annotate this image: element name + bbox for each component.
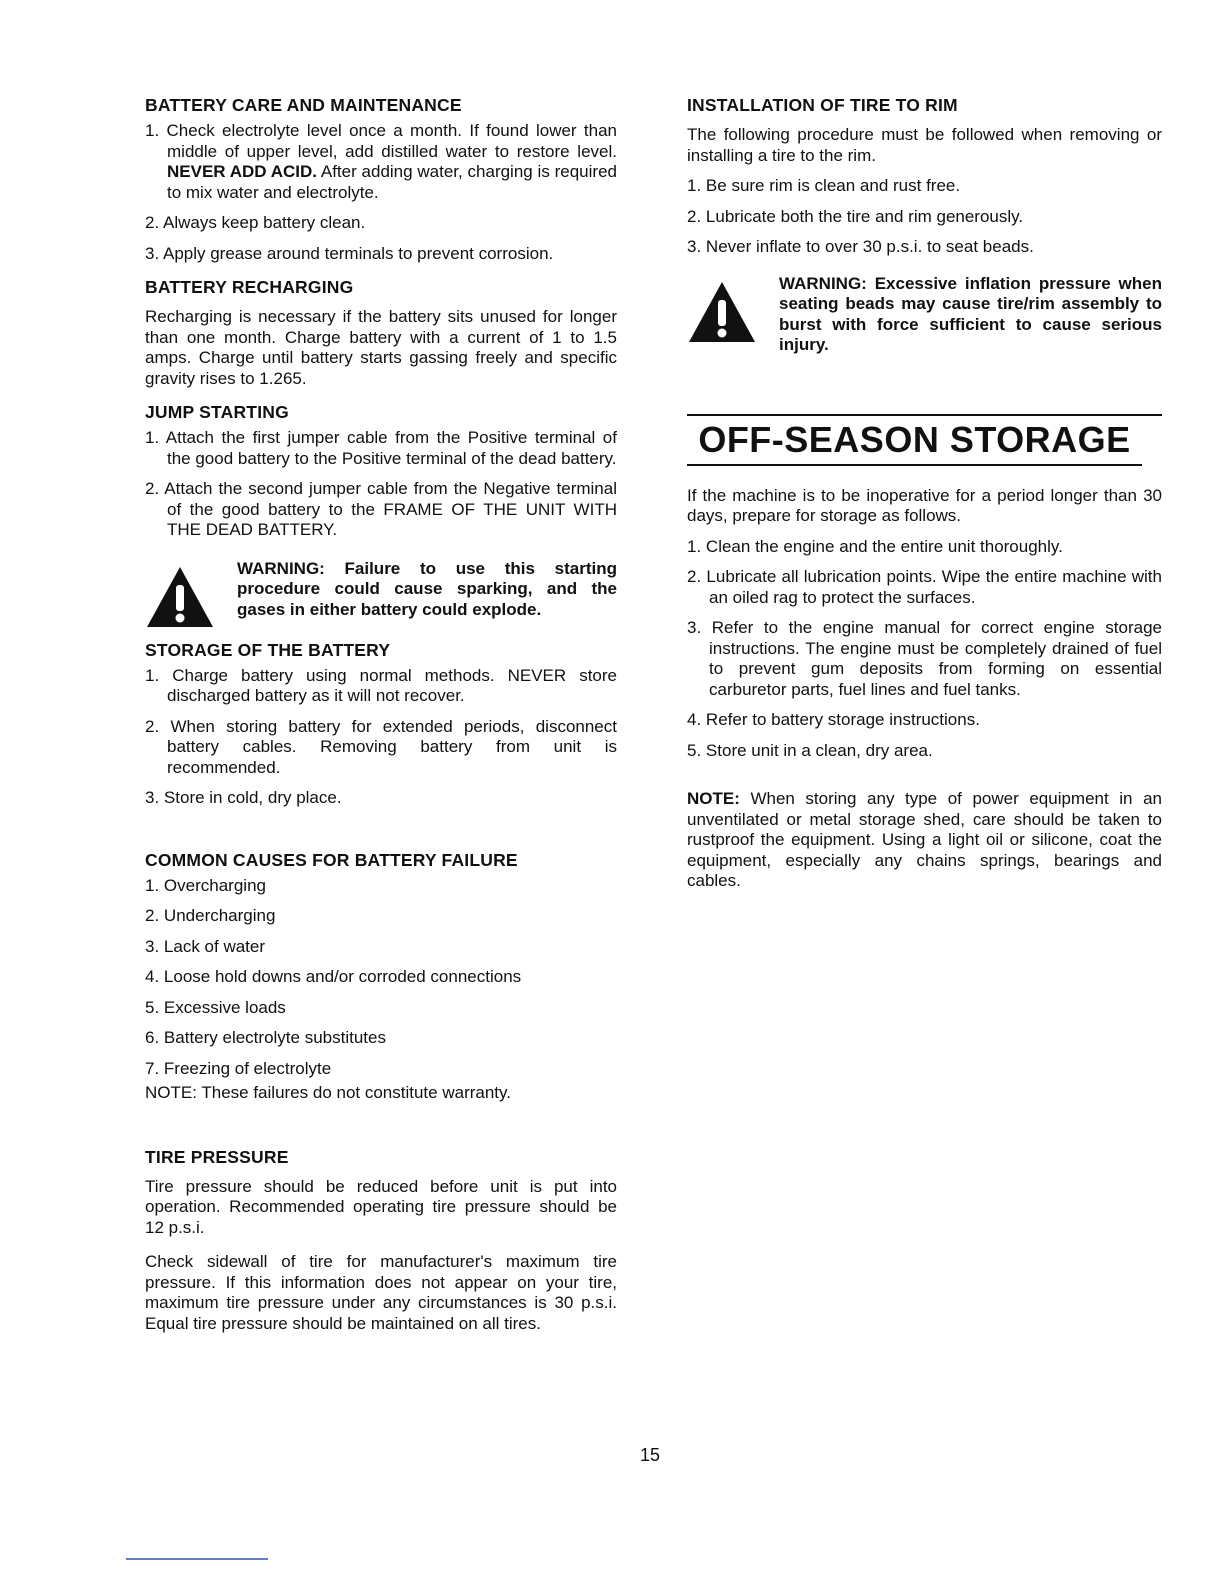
storage-battery-section — [145, 639, 617, 809]
list-item: 3. Never inflate to over 30 p.s.i. to seat beads. — [687, 237, 1034, 256]
warning-triangle-icon — [687, 280, 757, 344]
battery-care-heading: BATTERY CARE AND MAINTENANCE — [145, 95, 462, 115]
tire-pressure-text-2: Check sidewall of tire for manufacturer's maximum tire pressure. If this information does not appear on your tire, maximum tire pressure under any circumstances is 30 p.s.i. Equal tire pressure should be maintained on all tires. — [145, 1252, 617, 1333]
list-item: 3. Store in cold, dry place. — [145, 788, 342, 807]
list-item: 4. Loose hold downs and/or corroded connections — [145, 967, 522, 986]
jump-warning-text: WARNING: Failure to use this starting procedure could cause sparking, and the gases in either battery could explode. — [237, 558, 617, 619]
offseason-section — [687, 414, 1162, 892]
list-item: 1. Charge battery using normal methods. NEVER store discharged battery as it will not recover. — [145, 665, 617, 705]
offseason-intro: If the machine is to be inoperative for a period longer than 30 days, prepare for storage as follows. — [687, 485, 1162, 525]
battery-failure-heading: COMMON CAUSES FOR BATTERY FAILURE — [145, 849, 518, 870]
offseason-title-box — [687, 414, 1162, 466]
list-item: 2. When storing battery for extended periods, disconnect battery cables. Removing battery from unit is recommended. — [145, 716, 617, 777]
installation-intro: The following procedure must be followed when removing or installing a tire to the rim. — [687, 125, 1162, 165]
list-item: 1. Check electrolyte level once a month. If found lower than middle of upper level, add distilled water to restore level. NEVER ADD ACID. After adding water, charging is required to mix water and electrolyte. — [145, 121, 617, 202]
installation-heading: INSTALLATION OF TIRE TO RIM — [687, 95, 958, 115]
list-item: 7. Freezing of electrolyte — [145, 1058, 332, 1078]
left-column — [145, 94, 617, 1344]
offseason-note: NOTE: When storing any type of power equipment in an unventilated or metal storage shed, care should be taken to rustproof the equipment. Using a light oil or silicone, coat the equipment, especially any chains springs, bearings and cables. — [687, 789, 1162, 890]
list-item: 5. Store unit in a clean, dry area. — [687, 740, 933, 760]
inflation-warning — [687, 274, 1162, 356]
warning-triangle-icon — [145, 565, 215, 629]
inflation-warning-text: WARNING: Excessive inflation pressure when seating beads may cause tire/rim assembly to burst with force sufficient to cause serious injury. — [779, 273, 1162, 354]
list-item: 2. Undercharging — [145, 906, 276, 925]
footer-rule — [126, 1558, 268, 1560]
jump-starting-heading: JUMP STARTING — [145, 402, 289, 422]
tire-pressure-heading: TIRE PRESSURE — [145, 1146, 289, 1167]
list-item: 1. Attach the first jumper cable from the Positive terminal of the good battery to the Positive terminal of the dead battery. — [145, 428, 617, 468]
battery-failure-section — [145, 849, 617, 1104]
list-item: 4. Refer to battery storage instructions. — [687, 710, 980, 729]
list-item: 1. Overcharging — [145, 875, 266, 895]
list-item: 3. Refer to the engine manual for correct engine storage instructions. The engine must be completely drained of fuel to prevent gum deposits from forming on essential carburetor parts, fuel lines and fuel tanks. — [687, 618, 1162, 699]
list-item: 5. Excessive loads — [145, 997, 286, 1017]
right-column — [687, 94, 1162, 902]
offseason-title: OFF-SEASON STORAGE — [687, 418, 1142, 466]
jump-warning — [145, 559, 617, 629]
list-item: 3. Lack of water — [145, 936, 266, 956]
page-number: 15 — [640, 1445, 661, 1465]
list-item: 6. Battery electrolyte substitutes — [145, 1028, 386, 1047]
list-item: 2. Attach the second jumper cable from the Negative terminal of the good battery to the FRAME OF THE UNIT WITH THE DEAD BATTERY. — [145, 479, 617, 539]
installation-section — [687, 94, 1162, 356]
list-item: 2. Lubricate both the tire and rim generously. — [687, 206, 1024, 226]
list-item: 2. Always keep battery clean. — [145, 213, 366, 232]
battery-recharging-heading: BATTERY RECHARGING — [145, 277, 354, 297]
storage-battery-heading: STORAGE OF THE BATTERY — [145, 639, 391, 660]
list-item: 2. Lubricate all lubrication points. Wipe the entire machine with an oiled rag to protect the surfaces. — [687, 567, 1162, 607]
tire-pressure-section — [145, 1146, 617, 1335]
failure-note: NOTE: These failures do not constitute warranty. — [145, 1083, 511, 1102]
list-item: 1. Clean the engine and the entire unit thoroughly. — [687, 536, 1063, 556]
tire-pressure-text-1: Tire pressure should be reduced before unit is put into operation. Recommended operating tire pressure should be 12 p.s.i. — [145, 1176, 617, 1237]
list-item: 3. Apply grease around terminals to prevent corrosion. — [145, 243, 554, 263]
recharging-text: Recharging is necessary if the battery sits unused for longer than one month. Charge battery with a current of 1 to 1.5 amps. Charge until battery starts gassing freely and specific gravity rises to 1.265. — [145, 307, 617, 388]
battery-recharging-section — [145, 276, 617, 389]
list-item: 1. Be sure rim is clean and rust free. — [687, 176, 961, 195]
jump-starting-section — [145, 401, 617, 629]
battery-care-section — [145, 94, 617, 264]
